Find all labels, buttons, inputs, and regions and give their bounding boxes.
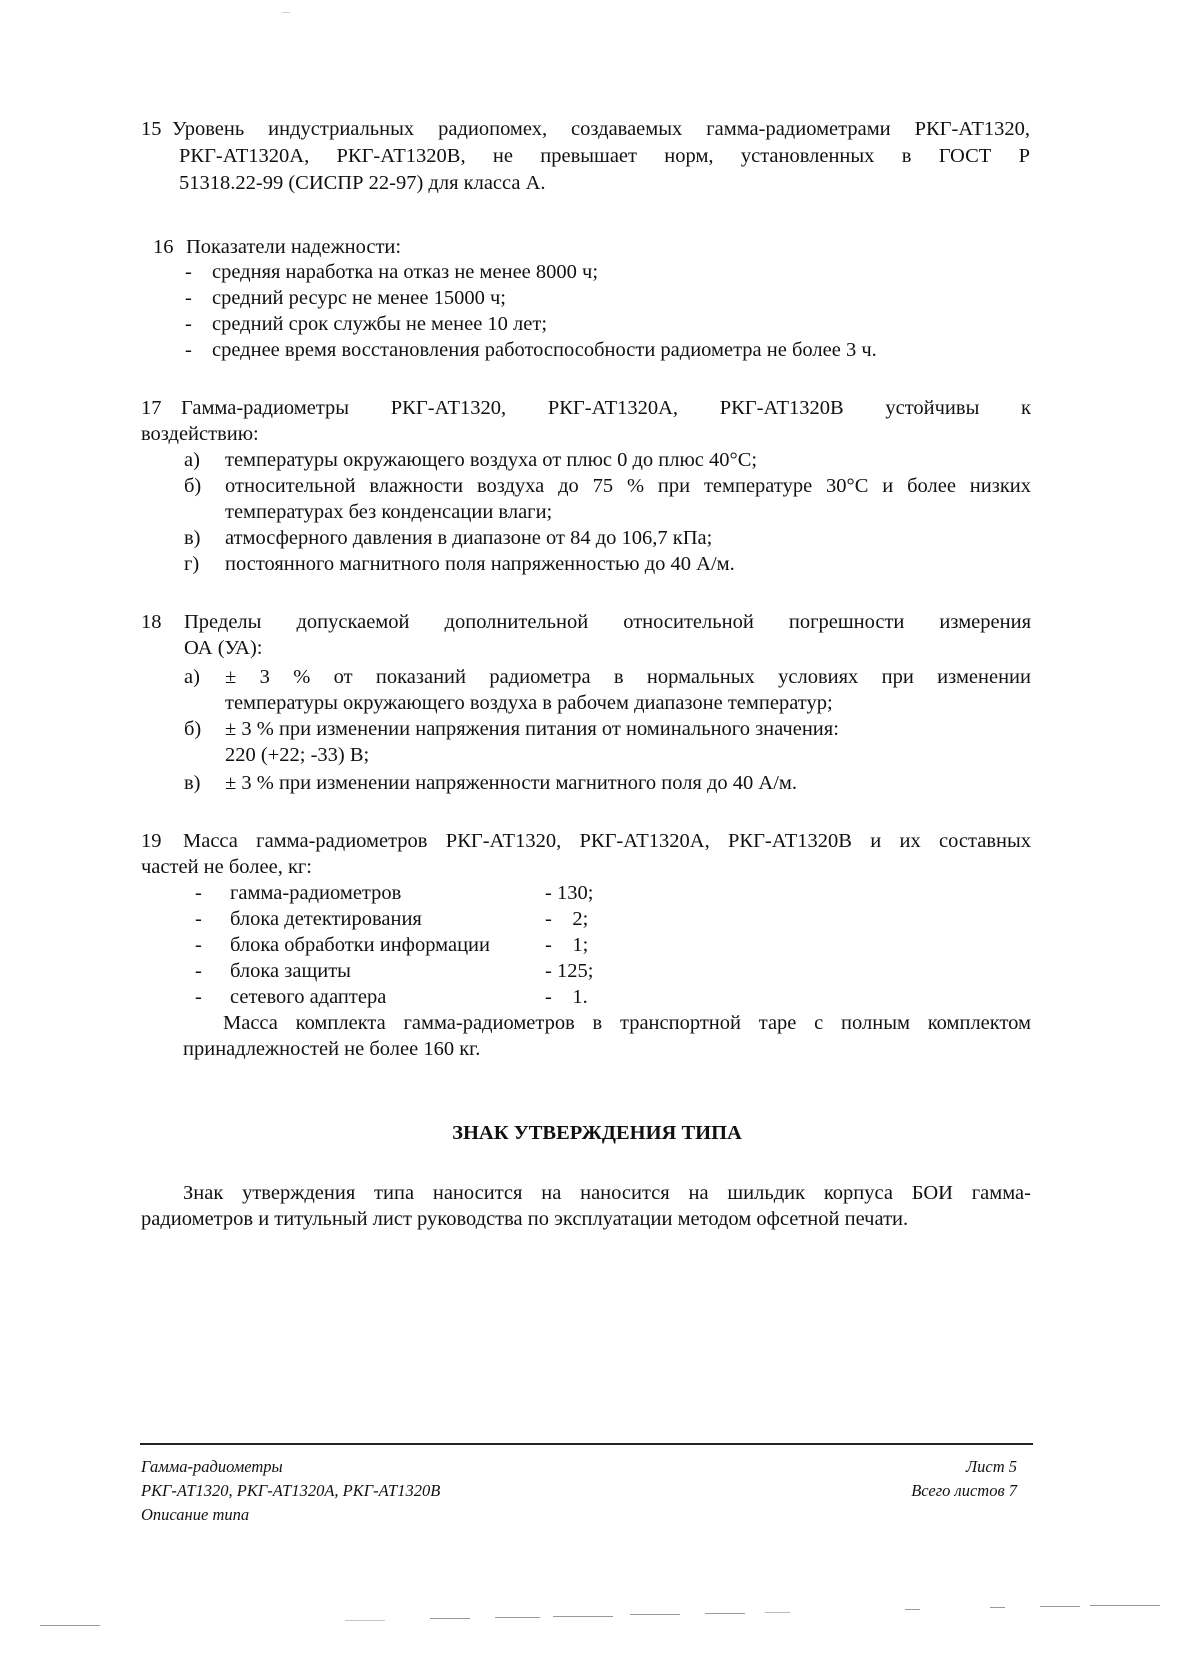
scan-artifact bbox=[705, 1613, 745, 1614]
section-number: 18 bbox=[141, 611, 162, 633]
list-item: температуры окружающего воздуха от плюс 0 до плюс 40°С; bbox=[225, 449, 758, 471]
scan-artifact bbox=[630, 1614, 680, 1615]
list-item: средний срок службы не менее 10 лет; bbox=[212, 313, 548, 335]
mass-item-name: блока детектирования bbox=[230, 908, 422, 930]
scan-artifact bbox=[990, 1607, 1005, 1608]
list-marker: - bbox=[185, 339, 192, 361]
scan-artifact bbox=[905, 1609, 920, 1610]
scan-artifact bbox=[345, 1620, 385, 1621]
mass-item-value: - 2; bbox=[545, 908, 589, 930]
list-item: средний ресурс не менее 15000 ч; bbox=[212, 287, 506, 309]
footer-left bbox=[141, 1455, 440, 1527]
paragraph-line: Масса комплекта гамма-радиометров в транспортной таре с полным комплектом bbox=[223, 1012, 1031, 1034]
paragraph-line: воздействию: bbox=[141, 423, 259, 445]
list-marker: а) bbox=[184, 666, 200, 688]
list-marker: г) bbox=[184, 553, 200, 575]
scan-artifact bbox=[282, 12, 290, 13]
list-item: ± 3 % от показаний радиометра в нормальных условиях при изменении bbox=[225, 666, 1031, 688]
mass-item-value: - 125; bbox=[545, 960, 594, 982]
list-item: относительной влажности воздуха до 75 % при температуре 30°С и более низких bbox=[225, 475, 1031, 497]
scan-artifact bbox=[430, 1618, 470, 1619]
scan-artifact bbox=[553, 1616, 613, 1617]
list-item: постоянного магнитного поля напряженностью до 40 А/м. bbox=[225, 553, 735, 575]
scan-artifact bbox=[40, 1625, 100, 1626]
mass-item-name: блока защиты bbox=[230, 960, 351, 982]
scan-artifact bbox=[1040, 1606, 1080, 1607]
section-heading: ЗНАК УТВЕРЖДЕНИЯ ТИПА bbox=[452, 1122, 742, 1144]
list-marker: - bbox=[185, 313, 192, 335]
footer-divider bbox=[140, 1443, 1033, 1445]
list-item: ± 3 % при изменении напряженности магнитного поля до 40 А/м. bbox=[225, 772, 798, 794]
list-marker: - bbox=[195, 986, 202, 1008]
paragraph-line: Масса гамма-радиометров РКГ-АТ1320, РКГ-АТ1320А, РКГ-АТ1320В и их составных bbox=[183, 830, 1031, 852]
footer-doc-type: Описание типа bbox=[141, 1505, 250, 1524]
mass-item-name: блока обработки информации bbox=[230, 934, 490, 956]
footer-models: РКГ-АТ1320, РКГ-АТ1320А, РКГ-АТ1320В bbox=[141, 1481, 441, 1500]
list-item: средняя наработка на отказ не менее 8000 ч; bbox=[212, 261, 599, 283]
list-item: среднее время восстановления работоспособности радиометра не более 3 ч. bbox=[212, 339, 877, 361]
mass-item-value: - 130; bbox=[545, 882, 594, 904]
section-number: 15 bbox=[141, 118, 162, 140]
paragraph-line: частей не более, кг: bbox=[141, 856, 313, 878]
list-marker: б) bbox=[184, 718, 202, 740]
list-marker: в) bbox=[184, 772, 201, 794]
paragraph-line: Гамма-радиометры РКГ-АТ1320, РКГ-АТ1320А, РКГ-АТ1320В устойчивы к bbox=[181, 397, 1031, 419]
mass-item-name: гамма-радиометров bbox=[230, 882, 402, 904]
mass-item-value: - 1. bbox=[545, 986, 588, 1008]
footer-total-sheets: Всего листов 7 bbox=[911, 1481, 1017, 1500]
list-item-cont: температуры окружающего воздуха в рабочем диапазоне температур; bbox=[225, 692, 833, 714]
list-marker: б) bbox=[184, 475, 202, 497]
list-marker: в) bbox=[184, 527, 201, 549]
list-item-cont: 220 (+22; -33) В; bbox=[225, 744, 370, 766]
paragraph-line: РКГ-АТ1320А, РКГ-АТ1320В, не превышает норм, установленных в ГОСТ Р bbox=[179, 145, 1030, 167]
list-marker: - bbox=[195, 960, 202, 982]
list-marker: - bbox=[185, 261, 192, 283]
paragraph-line: ОА (УА): bbox=[184, 637, 263, 659]
footer-right bbox=[800, 1455, 1017, 1503]
section-number: 19 bbox=[141, 830, 162, 852]
list-item: атмосферного давления в диапазоне от 84 до 106,7 кПа; bbox=[225, 527, 713, 549]
paragraph-line: радиометров и титульный лист руководства по эксплуатации методом офсетной печати. bbox=[141, 1208, 909, 1230]
paragraph-line: Пределы допускаемой дополнительной относительной погрешности измерения bbox=[184, 611, 1031, 633]
mass-item-value: - 1; bbox=[545, 934, 589, 956]
list-marker: - bbox=[185, 287, 192, 309]
paragraph-line: 51318.22-99 (СИСПР 22-97) для класса А. bbox=[179, 172, 546, 194]
list-marker: а) bbox=[184, 449, 200, 471]
mass-item-name: сетевого адаптера bbox=[230, 986, 387, 1008]
list-item-cont: температурах без конденсации влаги; bbox=[225, 501, 553, 523]
paragraph-line: принадлежностей не более 160 кг. bbox=[183, 1038, 481, 1060]
list-marker: - bbox=[195, 908, 202, 930]
list-marker: - bbox=[195, 882, 202, 904]
scan-artifact bbox=[495, 1617, 540, 1618]
scan-artifact bbox=[765, 1612, 790, 1613]
section-title: Показатели надежности: bbox=[186, 236, 402, 258]
section-number: 16 bbox=[153, 236, 174, 258]
paragraph-line: Уровень индустриальных радиопомех, создаваемых гамма-радиометрами РКГ-АТ1320, bbox=[172, 118, 1030, 140]
paragraph-line: Знак утверждения типа наносится на наносится на шильдик корпуса БОИ гамма- bbox=[183, 1182, 1031, 1204]
scan-artifact bbox=[1090, 1605, 1160, 1606]
footer-sheet-number: Лист 5 bbox=[965, 1457, 1017, 1476]
footer-doc-title: Гамма-радиометры bbox=[141, 1457, 283, 1476]
section-number: 17 bbox=[141, 397, 162, 419]
list-item: ± 3 % при изменении напряжения питания от номинального значения: bbox=[225, 718, 839, 740]
list-marker: - bbox=[195, 934, 202, 956]
